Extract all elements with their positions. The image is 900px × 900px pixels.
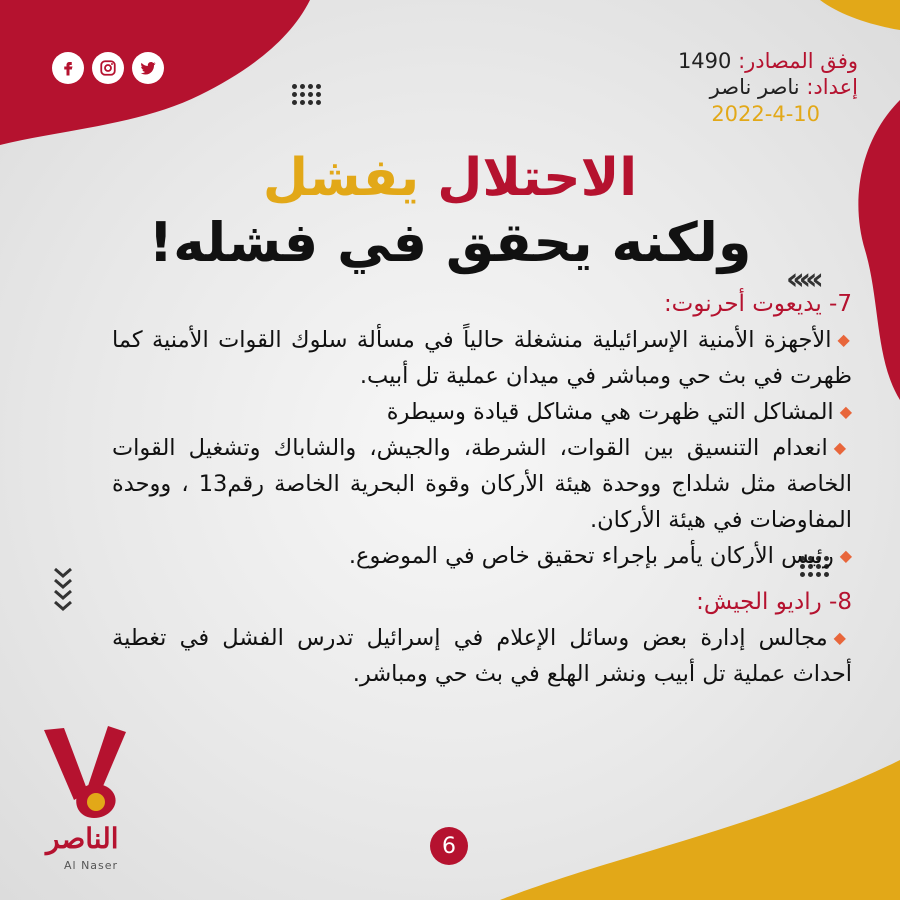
social-links [52,52,164,84]
list-item: ◆انعدام التنسيق بين القوات، الشرطة، والجيش، والشاباك وتشغيل القوات الخاصة مثل شلداج ووحدة هيئة الأركان وقوة البحرية الخاصة رقم13 ، ووحدة المفاوضات في هيئة الأركان. [112,435,852,533]
list-item: ◆المشاكل التي ظهرت هي مشاكل قيادة وسيطرة [386,399,852,425]
logo-english: Al Naser [64,859,119,872]
prepared-row [678,74,858,100]
list-item: ◆مجالس إدارة بعض وسائل الإعلام في إسرائيل تدرس الفشل في تغطية أحداث عملية تل أبيب ونشر الهلع في بث حي ومباشر. [112,625,852,687]
prepared-label: إعداد: [806,75,858,100]
facebook-icon[interactable] [52,52,84,84]
dot-grid-top [292,84,321,105]
meta-info [678,48,858,127]
bullet-icon: ◆ [839,546,852,565]
date: 2022-4-10 [711,101,820,126]
list-item: ◆رئيس الأركان يأمر بإجراء تحقيق خاص في الموضوع. [348,543,852,569]
v-sign-icon [38,722,158,832]
sources-row [678,48,858,74]
prepared-value: ناصر ناصر [709,75,800,100]
yellow-top-right-corner [820,0,900,30]
section-heading-7: 7- يديعوت أحرنوت: [663,291,852,317]
chevrons-down-icon [52,566,74,616]
sources-label: وفق المصادر: [738,49,858,73]
bullet-icon: ◆ [833,628,852,647]
title-part-1: الاحتلال [437,148,638,208]
chevrons-left-icon: ‹‹‹‹‹ [786,262,818,297]
article-content [112,286,852,692]
page-number: 6 [430,827,468,865]
bullet-icon: ◆ [839,402,852,421]
bullet-icon: ◆ [837,330,852,349]
list-item: ◆الأجهزة الأمنية الإسرائيلية منشغلة حالياً في مسألة سلوك القوات الأمنية كما ظهرت في بث حي ومباشر في ميدان عملية تل أبيب. [112,327,852,389]
section-heading-8: 8- راديو الجيش: [696,589,852,615]
title-line-2: ولكنه يحقق في فشله! [148,211,752,275]
sources-value: 1490 [677,49,732,73]
yellow-bottom-blob [500,760,900,900]
instagram-icon[interactable] [92,52,124,84]
twitter-icon[interactable] [132,52,164,84]
page-title [0,150,900,276]
title-line-1 [0,150,900,207]
title-part-2: يفشل [262,148,420,208]
al-naser-logo [38,722,158,872]
logo-arabic: الناصر [46,822,119,855]
bullet-icon: ◆ [833,438,852,457]
